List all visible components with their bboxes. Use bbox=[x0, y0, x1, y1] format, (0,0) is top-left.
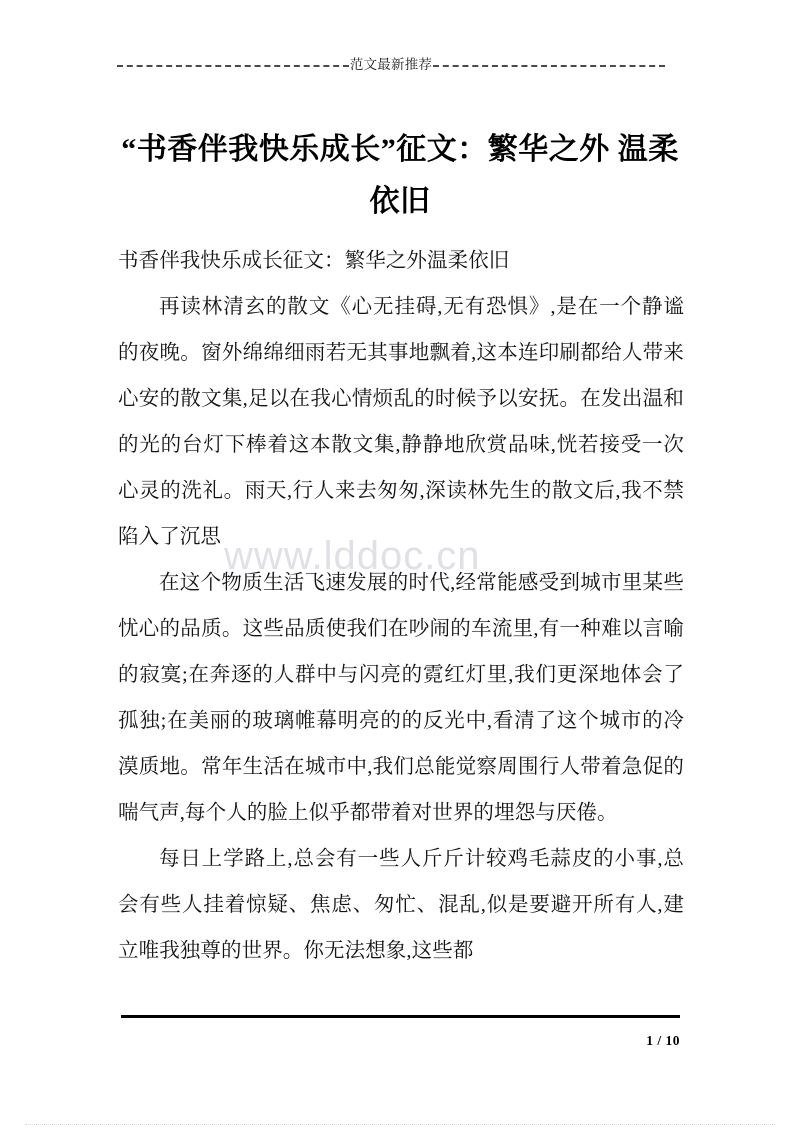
header-dashed-rule-left bbox=[117, 65, 349, 67]
running-header-title: 范文最新推荐 bbox=[349, 57, 433, 73]
page-number: 1 / 10 bbox=[646, 1033, 680, 1048]
body-paragraph: 每日上学路上,总会有一些人斤斤计较鸡毛蒜皮的小事,总会有些人挂着惊疑、焦虑、匆忙、混乱,似是要避开所有人,建立唯我独尊的世界。你无法想象,这些都 bbox=[118, 848, 684, 962]
running-header bbox=[0, 52, 800, 78]
body-paragraph: 在这个物质生活飞速发展的时代,经常能感受到城市里某些忧心的品质。这些品质使我们在吵闹的车流里,有一种难以言喻的寂寞;在奔逐的人群中与闪亮的霓红灯里,我们更深地体会了孤独;在美丽的玻璃帷幕明亮的的反光中,看清了这个城市的冷漠质地。常年生活在城市中,我们总能觉察周围行人带着急促的喘气声,每个人的脸上似乎都带着对世界的埋怨与厌倦。 bbox=[118, 572, 684, 824]
page-title-line-2: 温柔依旧 bbox=[369, 133, 679, 219]
page-title-line-1: “书香伴我快乐成长”征文：繁华之外 bbox=[121, 133, 610, 167]
page-title bbox=[112, 124, 688, 228]
document-body bbox=[118, 238, 684, 974]
site-watermark: www.lddoc.cn bbox=[224, 534, 481, 578]
footer-divider bbox=[121, 1015, 680, 1018]
header-dashed-rule-right bbox=[433, 65, 665, 67]
body-paragraph: 再读林清玄的散文《心无挂碍,无有恐惧》,是在一个静谧的夜晚。窗外绵绵细雨若无其事地飘着,这本连印刷都给人带来心安的散文集,足以在我心情烦乱的时候予以安抚。在发出温和的光的台灯下棒着这本散文集,静静地欣赏品味,恍若接受一次心灵的洗礼。雨天,行人来去匆匆,深读林先生的散文后,我不禁陷入了沉思 bbox=[118, 296, 684, 548]
page-bottom-edge bbox=[25, 1124, 775, 1125]
body-paragraph-subtitle: 书香伴我快乐成长征文：繁华之外温柔依旧 bbox=[118, 250, 510, 272]
